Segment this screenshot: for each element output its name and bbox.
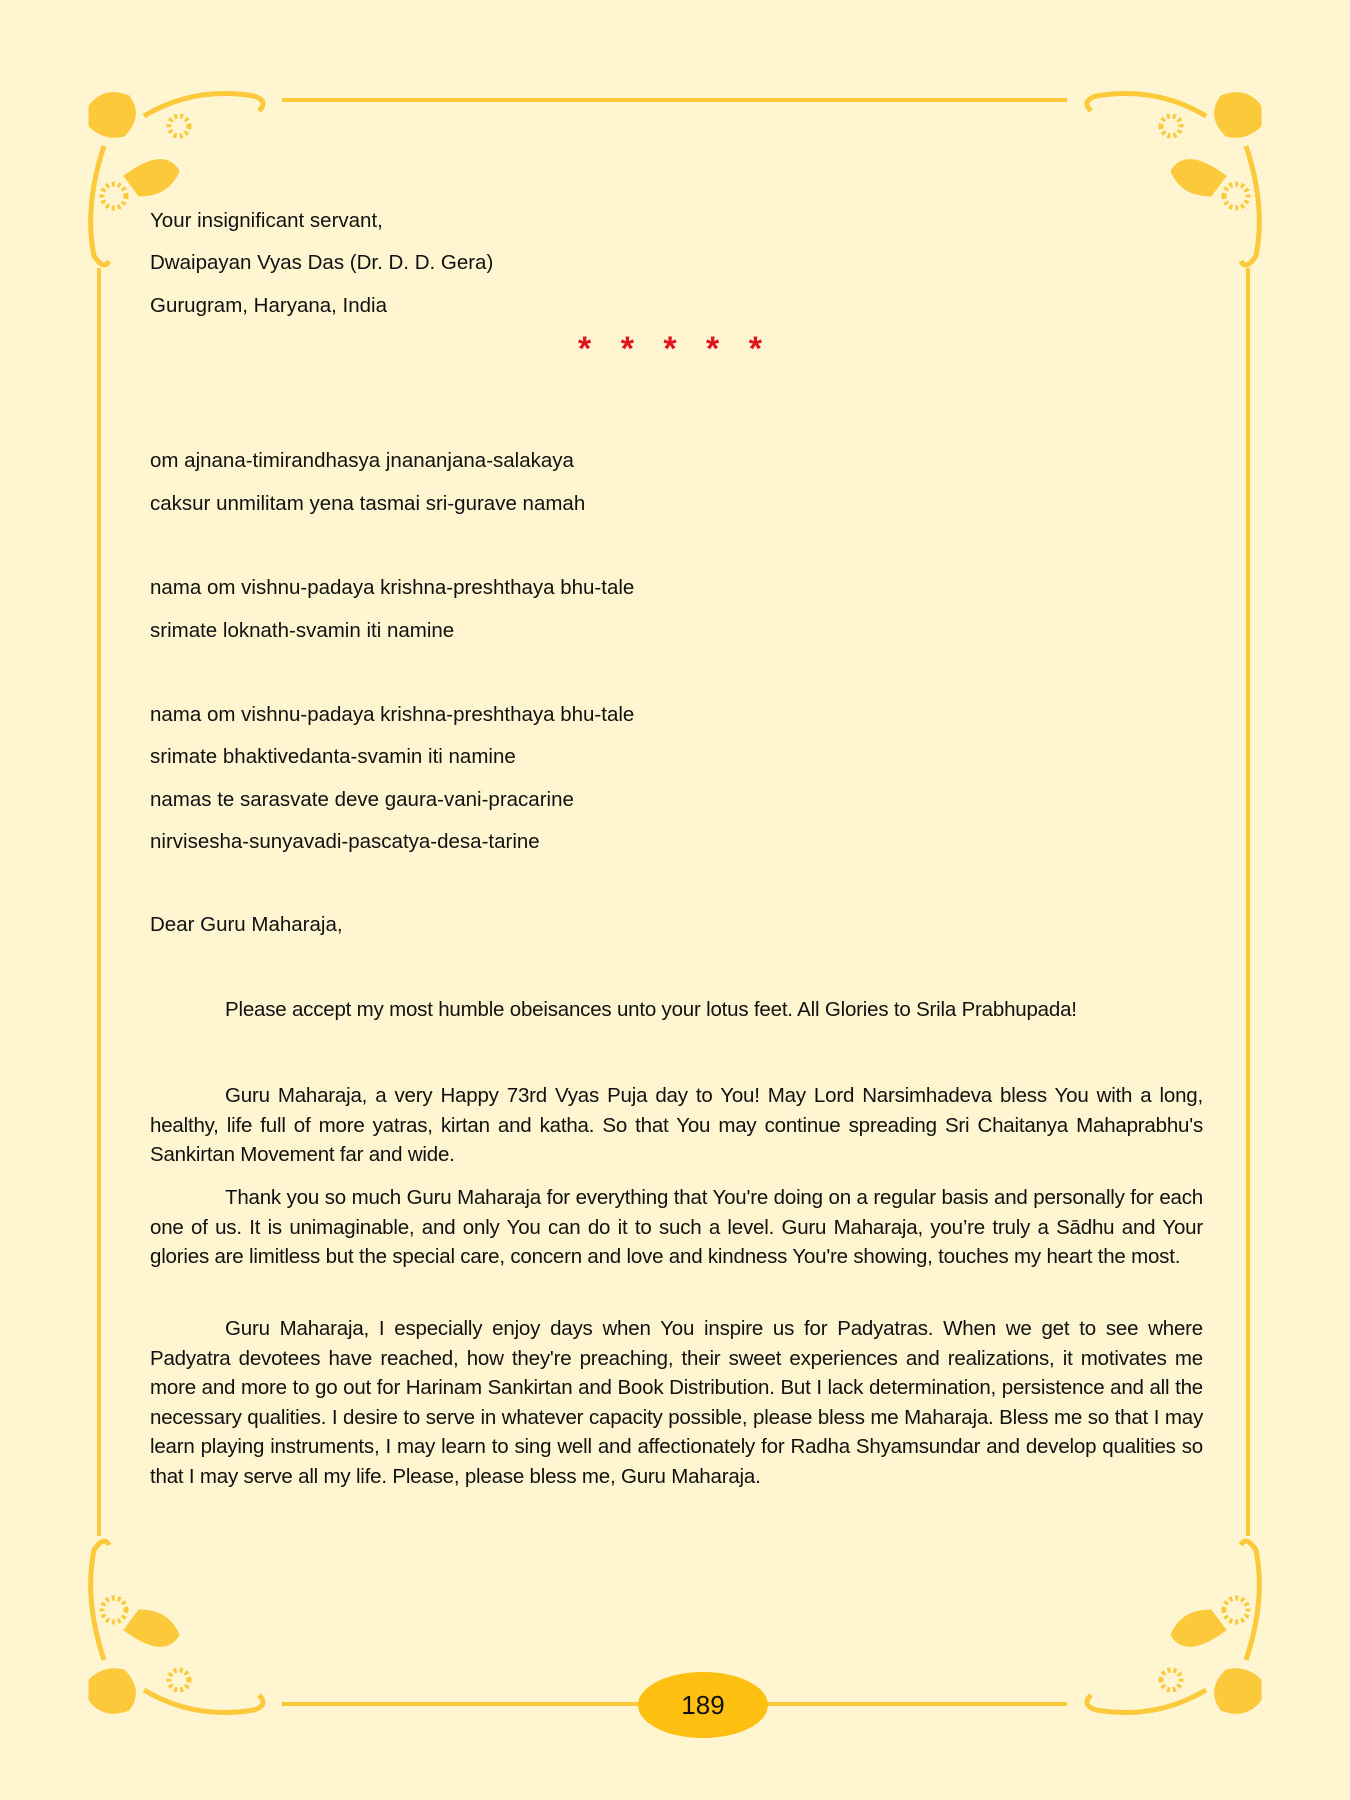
corner-ornament-icon <box>84 1530 274 1720</box>
page-number-badge <box>638 1672 768 1738</box>
mantra-line: caksur unmilitam yena tasmai sri-gurave namah <box>150 492 586 515</box>
paragraph-text: Thank you so much Guru Maharaja for everything that You're doing on a regular basis and personally for each one of us. It is unimaginable, and only You can do it to such a level. Guru Maharaja, you’re truly a Sādhu and Your glories are limitless but the special care, concern and love and kindness You're showing, touches my heart the most. <box>150 1186 1203 1268</box>
paragraph-text: Guru Maharaja, I especially enjoy days when You inspire us for Padyatras. When we get to see where Padyatra devotees have reached, how they're preaching, their sweet experiences and realizations, it motivates me more and more to go out for Harinam Sankirtan and Book Distribution. But I lack determination, persistence and all the necessary qualities. I desire to serve in whatever capacity possible, please bless me Maharaja. Bless me so that I may learn playing instruments, I may learn to sing well and affectionately for Radha Shyamsundar and develop qualities so that I may serve all my life. Please, please bless me, Guru Maharaja. <box>150 1317 1203 1488</box>
corner-ornament-icon <box>1076 86 1266 276</box>
paragraph <box>150 1081 1203 1170</box>
border-left <box>97 268 101 1536</box>
mantra-line: nirvisesha-sunyavadi-pascatya-desa-tarine <box>150 830 540 853</box>
salutation: Dear Guru Maharaja, <box>150 913 343 936</box>
paragraph-text: Please accept my most humble obeisances unto your lotus feet. All Glories to Srila Prabhupada! <box>225 998 1077 1021</box>
signature-name: Dwaipayan Vyas Das (Dr. D. D. Gera) <box>150 251 494 274</box>
paragraph <box>150 1314 1203 1491</box>
paragraph <box>150 995 1203 1025</box>
paragraph <box>150 1183 1203 1272</box>
mantra-line: srimate bhaktivedanta-svamin iti namine <box>150 745 516 768</box>
mantra-line: namas te sarasvate deve gaura-vani-pracarine <box>150 788 574 811</box>
mantra-line: om ajnana-timirandhasya jnananjana-salakaya <box>150 449 574 472</box>
mantra-line: nama om vishnu-padaya krishna-preshthaya bhu-tale <box>150 576 635 599</box>
border-right <box>1246 268 1250 1536</box>
border-top <box>282 98 1067 102</box>
corner-ornament-icon <box>1076 1530 1266 1720</box>
separator-stars: * * * * * <box>578 330 772 368</box>
signature-closing: Your insignificant servant, <box>150 209 383 232</box>
page-number: 189 <box>681 1689 725 1720</box>
paragraph-text: Guru Maharaja, a very Happy 73rd Vyas Puja day to You! May Lord Narsimhadeva bless You with a long, healthy, life full of more yatras, kirtan and katha. So that You may continue spreading Sri Chaitanya Mahaprabhu's Sankirtan Movement far and wide. <box>150 1084 1203 1166</box>
mantra-line: srimate loknath-svamin iti namine <box>150 619 455 642</box>
signature-location: Gurugram, Haryana, India <box>150 294 388 317</box>
mantra-line: nama om vishnu-padaya krishna-preshthaya bhu-tale <box>150 703 635 726</box>
